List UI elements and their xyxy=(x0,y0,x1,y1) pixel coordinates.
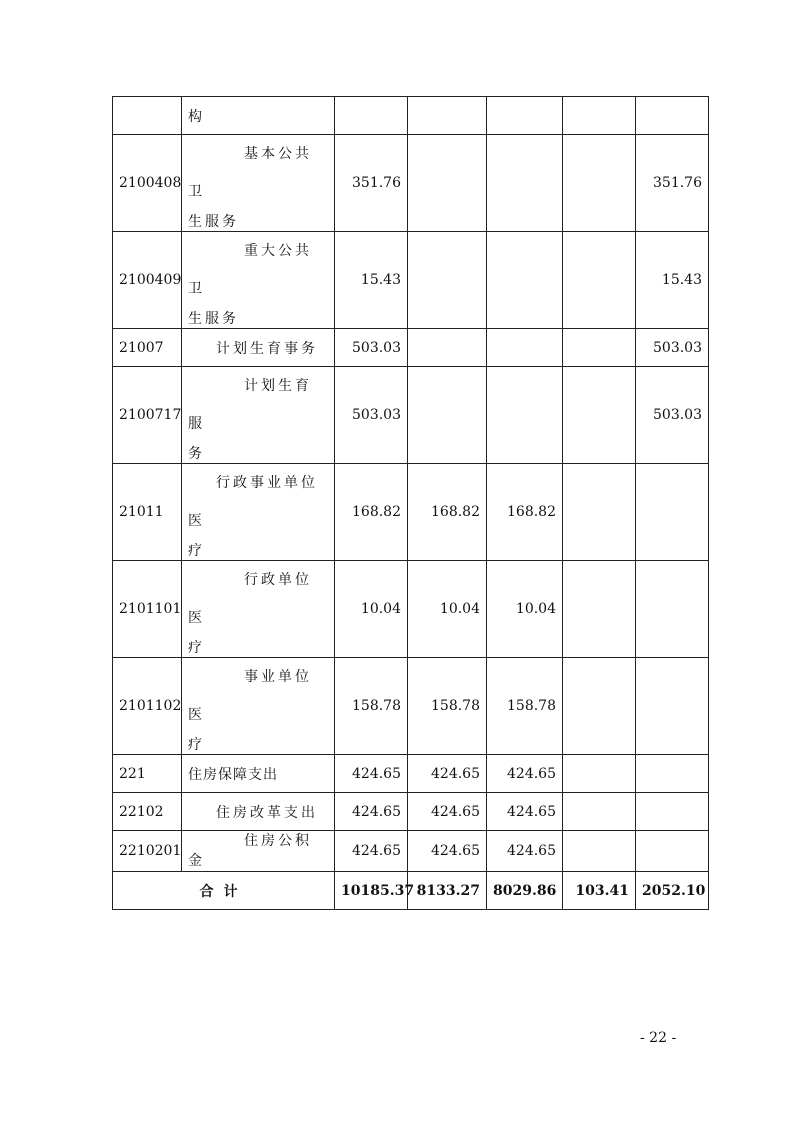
value-cell xyxy=(487,329,563,367)
total-value: 10185.37 xyxy=(335,872,408,910)
value-cell: 424.65 xyxy=(487,793,563,831)
budget-table xyxy=(112,96,709,910)
table-row xyxy=(113,561,709,658)
name-line: 住房公积金 xyxy=(188,833,312,869)
code-cell: 21007 xyxy=(113,329,182,367)
table-row xyxy=(113,367,709,464)
name-cell xyxy=(182,561,335,658)
name-line: 事业单位医 xyxy=(188,669,312,723)
value-cell xyxy=(636,97,709,135)
total-value: 103.41 xyxy=(563,872,636,910)
total-value: 8133.27 xyxy=(408,872,487,910)
value-cell: 503.03 xyxy=(335,367,408,464)
table-row xyxy=(113,658,709,755)
code-cell: 221 xyxy=(113,755,182,793)
value-cell xyxy=(408,329,487,367)
name-cell xyxy=(182,658,335,755)
name-cell xyxy=(182,367,335,464)
value-cell: 503.03 xyxy=(636,329,709,367)
value-cell xyxy=(563,831,636,872)
value-cell: 10.04 xyxy=(408,561,487,658)
value-cell xyxy=(563,135,636,232)
table-row xyxy=(113,232,709,329)
name-line: 生服务 xyxy=(188,214,239,230)
table-row xyxy=(113,97,709,135)
value-cell: 424.65 xyxy=(335,793,408,831)
page-number: - 22 - xyxy=(640,1030,677,1046)
name-cell xyxy=(182,793,335,831)
value-cell: 351.76 xyxy=(335,135,408,232)
value-cell: 168.82 xyxy=(487,464,563,561)
name-line: 住房保障支出 xyxy=(188,766,278,783)
value-cell: 158.78 xyxy=(408,658,487,755)
total-value: 2052.10 xyxy=(636,872,709,910)
value-cell: 424.65 xyxy=(487,831,563,872)
name-continuation: 构 xyxy=(188,108,205,125)
value-cell: 15.43 xyxy=(636,232,709,329)
code-cell: 2210201 xyxy=(113,831,182,872)
value-cell: 424.65 xyxy=(335,831,408,872)
value-cell xyxy=(636,658,709,755)
value-cell: 15.43 xyxy=(335,232,408,329)
name-cell xyxy=(182,329,335,367)
code-cell: 2100409 xyxy=(113,232,182,329)
name-line: 疗 xyxy=(188,543,205,559)
name-cell xyxy=(182,135,335,232)
value-cell: 10.04 xyxy=(487,561,563,658)
value-cell xyxy=(563,97,636,135)
name-line: 务 xyxy=(188,446,205,462)
value-cell xyxy=(636,755,709,793)
name-line: 重大公共卫 xyxy=(188,243,312,297)
total-label: 合计 xyxy=(113,872,335,910)
code-cell xyxy=(113,97,182,135)
code-cell: 2100408 xyxy=(113,135,182,232)
name-line: 行政事业单位医 xyxy=(188,475,318,529)
value-cell xyxy=(636,464,709,561)
value-cell xyxy=(335,97,408,135)
table-row xyxy=(113,329,709,367)
table-row xyxy=(113,793,709,831)
value-cell: 424.65 xyxy=(408,755,487,793)
table-row xyxy=(113,755,709,793)
value-cell: 10.04 xyxy=(335,561,408,658)
name-cell xyxy=(182,464,335,561)
value-cell: 168.82 xyxy=(335,464,408,561)
name-line: 生服务 xyxy=(188,311,239,327)
code-cell: 2101101 xyxy=(113,561,182,658)
name-line: 行政单位医 xyxy=(188,572,312,626)
value-cell xyxy=(563,329,636,367)
value-cell xyxy=(563,658,636,755)
value-cell: 424.65 xyxy=(335,755,408,793)
table-row xyxy=(113,464,709,561)
name-line: 疗 xyxy=(188,640,205,656)
value-cell xyxy=(563,232,636,329)
name-line: 计划生育事务 xyxy=(216,340,318,357)
value-cell xyxy=(408,367,487,464)
name-line: 基本公共卫 xyxy=(188,146,312,200)
value-cell: 351.76 xyxy=(636,135,709,232)
value-cell xyxy=(563,755,636,793)
value-cell xyxy=(487,135,563,232)
name-cell xyxy=(182,232,335,329)
value-cell xyxy=(563,793,636,831)
code-cell: 21011 xyxy=(113,464,182,561)
total-value: 8029.86 xyxy=(487,872,563,910)
name-line: 疗 xyxy=(188,737,205,753)
value-cell: 424.65 xyxy=(408,831,487,872)
code-cell: 2101102 xyxy=(113,658,182,755)
value-cell: 158.78 xyxy=(487,658,563,755)
name-line: 计划生育服 xyxy=(188,378,312,432)
value-cell xyxy=(487,232,563,329)
table-row xyxy=(113,831,709,872)
value-cell xyxy=(408,97,487,135)
value-cell: 168.82 xyxy=(408,464,487,561)
value-cell xyxy=(563,464,636,561)
value-cell xyxy=(636,561,709,658)
code-cell: 2100717 xyxy=(113,367,182,464)
value-cell: 503.03 xyxy=(636,367,709,464)
value-cell xyxy=(636,831,709,872)
value-cell: 158.78 xyxy=(335,658,408,755)
value-cell: 503.03 xyxy=(335,329,408,367)
value-cell xyxy=(487,367,563,464)
table-row xyxy=(113,135,709,232)
value-cell xyxy=(408,232,487,329)
value-cell: 424.65 xyxy=(408,793,487,831)
name-cell xyxy=(182,831,335,872)
value-cell xyxy=(408,135,487,232)
code-cell: 22102 xyxy=(113,793,182,831)
value-cell: 424.65 xyxy=(487,755,563,793)
name-cell xyxy=(182,755,335,793)
total-row xyxy=(113,872,709,910)
value-cell xyxy=(563,367,636,464)
value-cell xyxy=(487,97,563,135)
name-cell xyxy=(182,97,335,135)
value-cell xyxy=(563,561,636,658)
value-cell xyxy=(636,793,709,831)
name-line: 住房改革支出 xyxy=(216,804,318,821)
